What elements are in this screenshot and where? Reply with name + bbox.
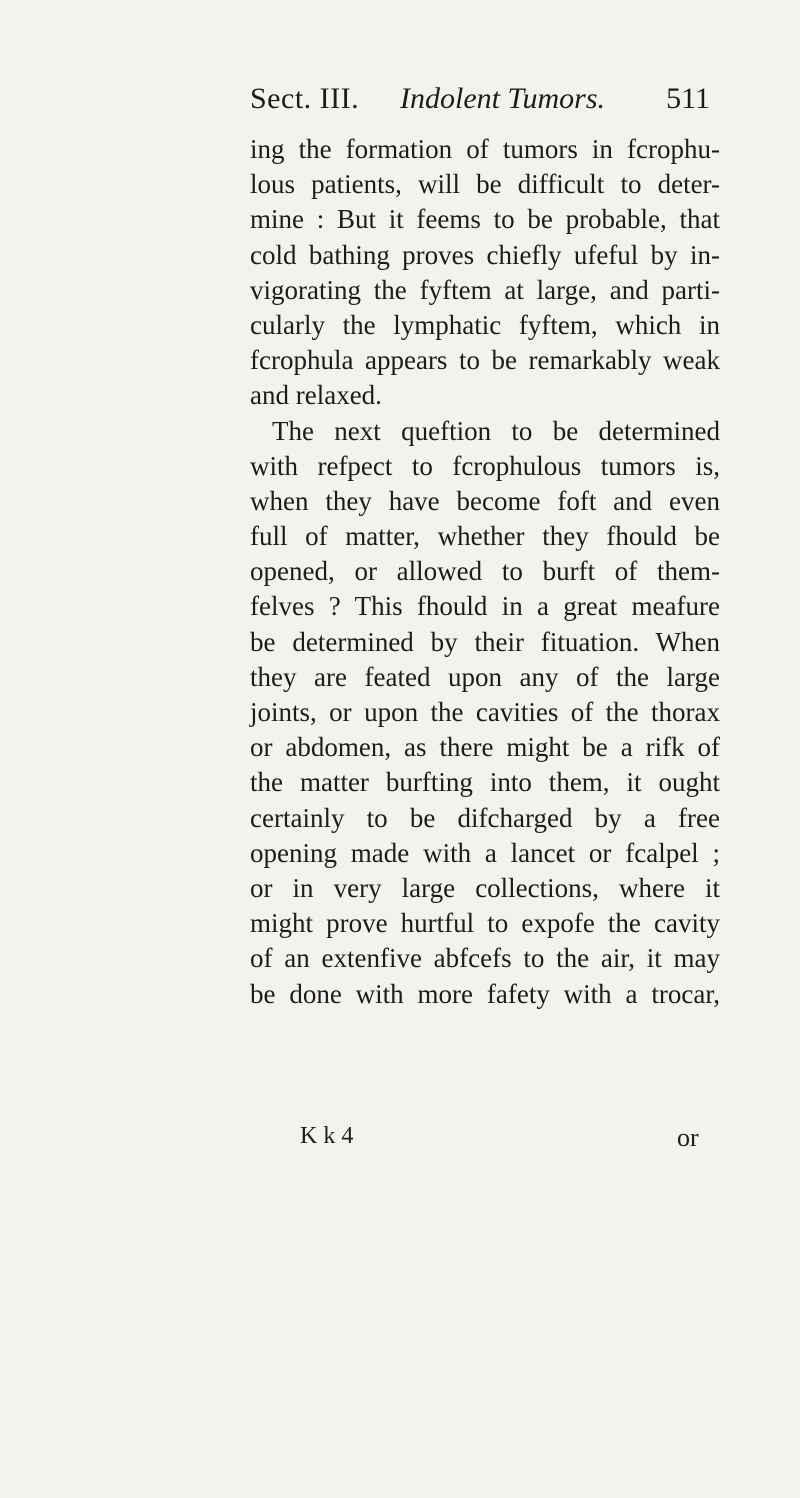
text-line: mine : But it feems to be probable, that bbox=[250, 204, 720, 235]
text-line: certainly to be difcharged by a free bbox=[250, 802, 720, 833]
text-line: felves ? This fhould in a great meafure bbox=[250, 591, 720, 622]
catchword: or bbox=[677, 1123, 699, 1152]
text-line: joints, or upon the cavities of the thorax bbox=[250, 697, 720, 727]
text-line: or abdomen, as there might be a rifk of bbox=[250, 732, 720, 763]
text-line: cularly the lymphatic fyftem, which in bbox=[250, 309, 720, 340]
text-line: or in very large collections, where it bbox=[250, 872, 720, 903]
text-line: be done with more fafety with a trocar, bbox=[250, 978, 720, 1009]
text-line: with refpect to fcrophulous tumors is, bbox=[250, 450, 720, 481]
text-line: fcrophula appears to be remarkably weak bbox=[250, 345, 720, 376]
section-label: Sect. III. bbox=[250, 82, 360, 115]
text-line: ing the formation of tumors in fcrophu- bbox=[250, 134, 720, 164]
paragraph-start-line: The next queftion to be determined bbox=[272, 415, 720, 446]
text-line: they are feated upon any of the large bbox=[250, 661, 720, 692]
text-line: be determined by their fituation. When bbox=[250, 626, 720, 657]
text-line: opened, or allowed to burft of them- bbox=[250, 556, 720, 587]
text-line: and relaxed. bbox=[250, 380, 382, 411]
text-line: lous patients, will be difficult to deter- bbox=[250, 169, 720, 200]
text-line: when they have become foft and even bbox=[250, 485, 720, 516]
text-line: the matter burfting into them, it ought bbox=[250, 767, 720, 798]
page-number: 511 bbox=[666, 82, 710, 115]
text-line: vigorating the fyftem at large, and parti- bbox=[250, 274, 720, 305]
text-line: full of matter, whether they fhould be bbox=[250, 521, 720, 552]
chapter-title: Indolent Tumors. bbox=[400, 82, 606, 115]
text-line: opening made with a lancet or fcalpel ; bbox=[250, 837, 720, 868]
text-line: might prove hurtful to expofe the cavity bbox=[250, 908, 720, 939]
signature-mark: K k 4 bbox=[300, 1123, 354, 1149]
text-line: cold bathing proves chiefly ufeful by in- bbox=[250, 239, 720, 270]
body-text bbox=[250, 132, 720, 1012]
running-head bbox=[250, 82, 710, 122]
text-line: of an extenfive abfcefs to the air, it may bbox=[250, 943, 720, 974]
